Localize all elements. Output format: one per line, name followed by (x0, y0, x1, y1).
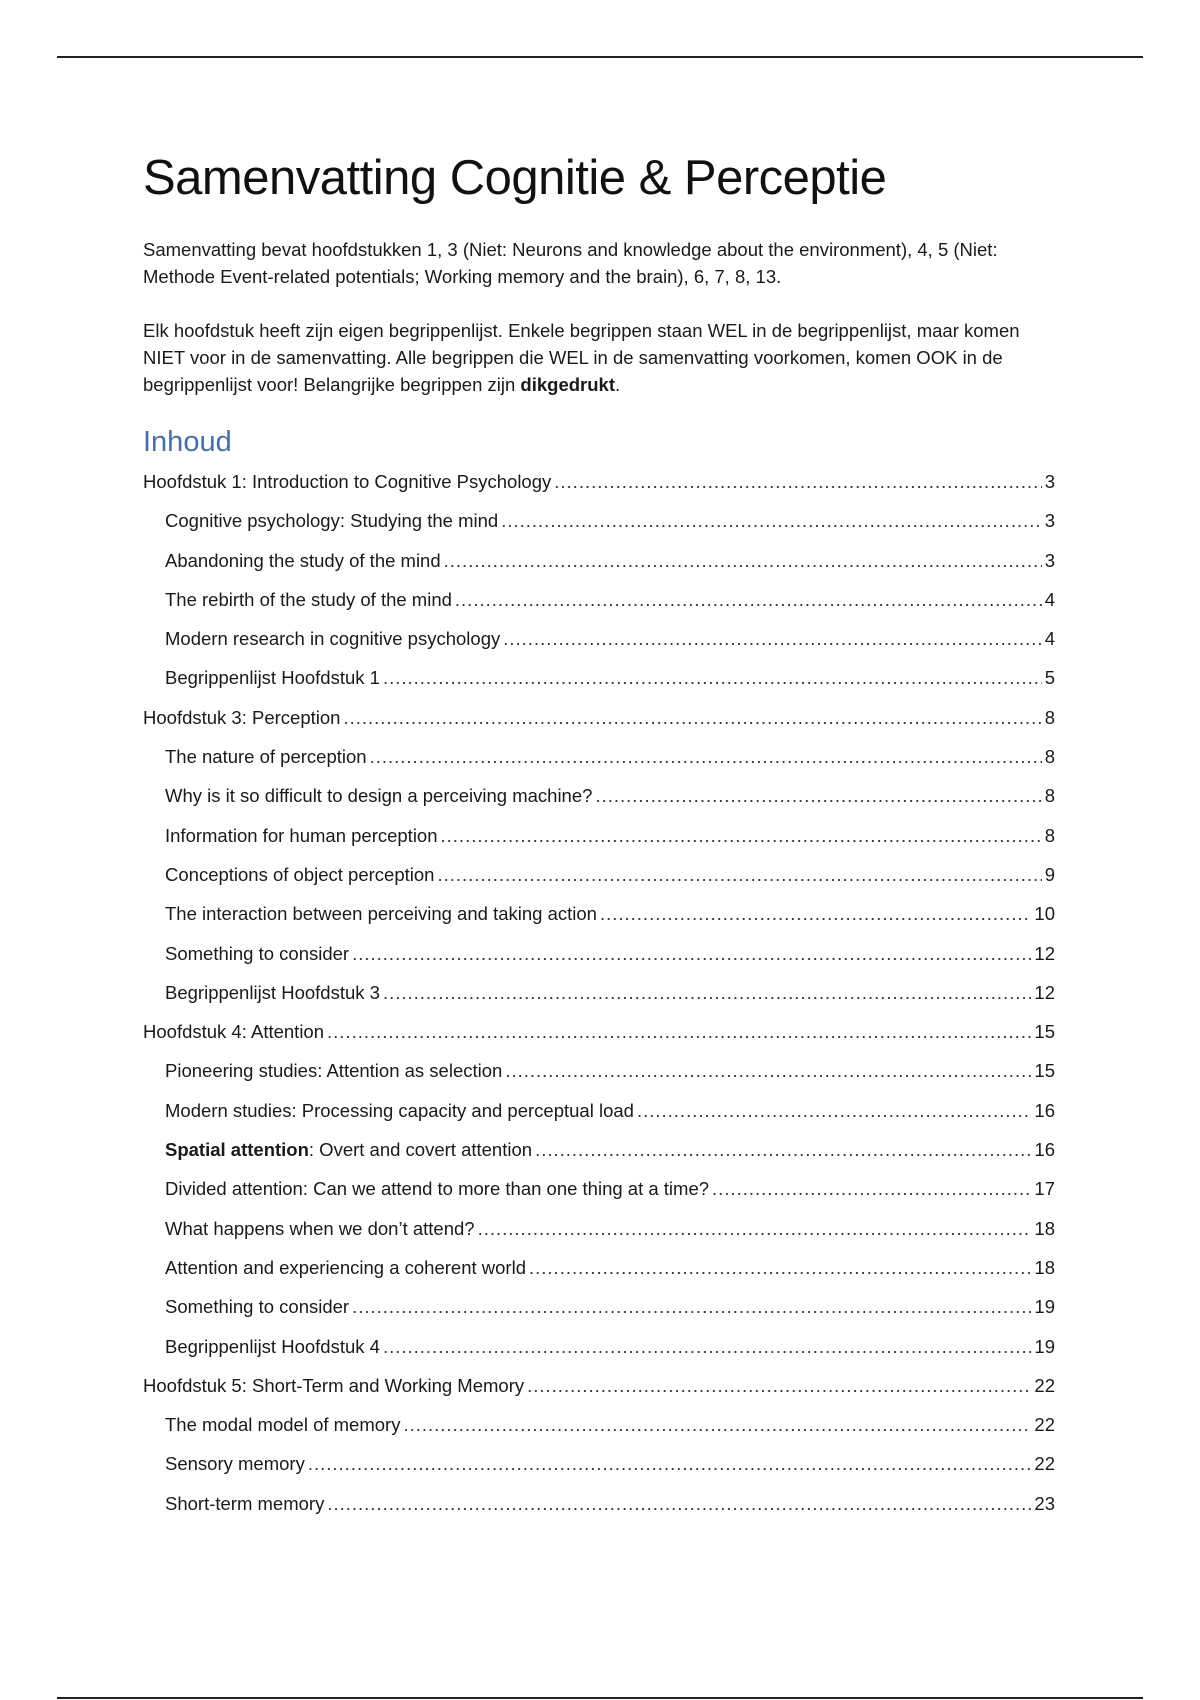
toc-page-number: 22 (1034, 1374, 1055, 1396)
toc-entry-title-text: Hoofdstuk 3: Perception (143, 706, 341, 728)
toc-page-number: 9 (1044, 863, 1055, 885)
toc-entry-title (165, 776, 592, 815)
toc-section-entry[interactable] (143, 973, 1055, 1012)
toc-dot-leader (444, 541, 1042, 580)
toc-dot-leader (327, 1484, 1031, 1523)
toc-entry-title-text: Information for human perception (165, 824, 438, 846)
toc-dot-leader (308, 1444, 1032, 1483)
toc-page-number: 3 (1044, 471, 1055, 492)
toc-entry-title-text: Hoofdstuk 1: Introduction to Cognitive Psychology (143, 471, 552, 492)
toc-entry-title (165, 1287, 349, 1326)
toc-page-number: 15 (1034, 1060, 1055, 1082)
toc-section-entry[interactable] (143, 776, 1055, 815)
toc-entry-title-text: Conceptions of object perception (165, 863, 435, 885)
toc-dot-leader (712, 1169, 1031, 1208)
footer-rule (57, 1697, 1143, 1699)
intro-paragraph-2 (143, 317, 1055, 398)
toc-entry-title-text: The rebirth of the study of the mind (165, 588, 452, 610)
toc-entry-title (143, 462, 551, 501)
toc-entry-title (165, 737, 367, 776)
toc-dot-leader (403, 1405, 1031, 1444)
toc-entry-title (143, 698, 340, 737)
toc-entry-title-text: Begrippenlijst Hoofdstuk 3 (165, 981, 380, 1003)
toc-section-entry[interactable] (143, 816, 1055, 855)
toc-page-number: 22 (1034, 1453, 1055, 1475)
toc-entry-title-text: Something to consider (165, 1296, 350, 1318)
toc-page-number: 4 (1044, 588, 1055, 610)
toc-section-entry[interactable] (143, 1327, 1055, 1366)
toc-entry-title-text: Short-term memory (165, 1492, 325, 1514)
toc-entry-title-text: What happens when we don’t attend? (165, 1217, 475, 1239)
toc-dot-leader (527, 1366, 1031, 1405)
toc-page-number: 18 (1034, 1217, 1055, 1239)
toc-entry-title-text: Cognitive psychology: Studying the mind (165, 510, 499, 532)
toc-page-number: 19 (1034, 1335, 1055, 1357)
toc-entry-title-text: Sensory memory (165, 1453, 305, 1475)
toc-chapter-entry[interactable] (143, 1366, 1055, 1405)
toc-entry-title-bold: Spatial attention (165, 1139, 309, 1161)
toc-entry-title (165, 973, 380, 1012)
toc-entry-title (165, 934, 349, 973)
toc-dot-leader (370, 737, 1042, 776)
toc-entry-title-text: Something to consider (165, 942, 350, 964)
toc-entry-title-text: Abandoning the study of the mind (165, 549, 441, 571)
toc-entry-title-text: Hoofdstuk 4: Attention (143, 1021, 325, 1043)
toc-dot-leader (501, 501, 1042, 540)
toc-section-entry[interactable] (143, 619, 1055, 658)
toc-section-entry[interactable] (143, 541, 1055, 580)
toc-page-number: 4 (1044, 628, 1055, 650)
toc-entry-title (165, 541, 441, 580)
toc-entry-title-text: Begrippenlijst Hoofdstuk 4 (165, 1335, 380, 1357)
toc-dot-leader (600, 894, 1031, 933)
toc-page-number: 23 (1034, 1492, 1055, 1514)
toc-dot-leader (441, 816, 1042, 855)
toc-entry-title-text: Begrippenlijst Hoofdstuk 1 (165, 667, 380, 689)
toc-section-entry[interactable] (143, 1091, 1055, 1130)
toc-entry-title-text: Hoofdstuk 5: Short-Term and Working Memory (143, 1374, 525, 1396)
toc-dot-leader (352, 1287, 1031, 1326)
toc-section-entry[interactable] (143, 1444, 1055, 1483)
toc-page-number: 22 (1034, 1414, 1055, 1436)
toc-page-number: 15 (1034, 1021, 1055, 1043)
toc-page-number: 8 (1044, 824, 1055, 846)
toc-entry-title (165, 1091, 634, 1130)
toc-dot-leader (327, 1012, 1031, 1051)
toc-entry-title (165, 894, 597, 933)
toc-page-number: 10 (1034, 903, 1055, 925)
toc-page-number: 19 (1034, 1296, 1055, 1318)
toc-entry-title (165, 1444, 305, 1483)
toc-dot-leader (505, 1051, 1031, 1090)
toc-page-number: 12 (1034, 942, 1055, 964)
toc-page-number: 12 (1034, 981, 1055, 1003)
toc-section-entry[interactable] (143, 1051, 1055, 1090)
toc-entry-title (165, 1130, 532, 1169)
toc-dot-leader (478, 1209, 1032, 1248)
toc-section-entry[interactable] (143, 580, 1055, 619)
toc-dot-leader (352, 934, 1031, 973)
toc-entry-title (165, 501, 498, 540)
toc-entry-title (165, 580, 452, 619)
toc-dot-leader (529, 1248, 1031, 1287)
toc-entry-title-text: Modern research in cognitive psychology (165, 628, 501, 650)
toc-dot-leader (437, 855, 1041, 894)
intro-paragraph-2-text: Elk hoofdstuk heeft zijn eigen begrippenlijst. Enkele begrippen staan WEL in de begrippenlijst, maar komen NIET voor in de samenvatting. Alle begrippen die WEL in de samenvatting voorkomen, komen OOK in de begrippenlijst voor! Belangrijke begrippen zijn (143, 320, 1020, 395)
toc-entry-title (143, 1366, 524, 1405)
toc-entry-title (165, 1248, 526, 1287)
toc-entry-title (165, 1405, 400, 1444)
toc-chapter-entry[interactable] (143, 462, 1055, 501)
toc-page-number: 16 (1034, 1139, 1055, 1161)
toc-entry-title (165, 855, 434, 894)
toc-entry-title-text: Why is it so difficult to design a perceiving machine? (165, 785, 593, 807)
toc-page-number: 8 (1044, 706, 1055, 728)
intro-bold-term: dikgedrukt (520, 374, 615, 395)
toc-dot-leader (554, 462, 1041, 501)
toc-heading: Inhoud (143, 426, 232, 458)
toc-section-entry[interactable] (143, 855, 1055, 894)
toc-dot-leader (637, 1091, 1031, 1130)
toc-entry-title (165, 1209, 475, 1248)
toc-section-entry[interactable] (143, 1484, 1055, 1523)
toc-entry-title-text: The nature of perception (165, 746, 367, 768)
toc-page-number: 17 (1034, 1178, 1055, 1200)
toc-dot-leader (503, 619, 1041, 658)
toc-entry-title-text: The interaction between perceiving and taking action (165, 903, 597, 925)
toc-dot-leader (595, 776, 1041, 815)
toc-section-entry[interactable] (143, 737, 1055, 776)
toc-page-number: 8 (1044, 785, 1055, 807)
toc-dot-leader (455, 580, 1042, 619)
toc-dot-leader (383, 1327, 1031, 1366)
toc-entry-title (165, 816, 438, 855)
toc-entry-title (165, 658, 380, 697)
toc-entry-title-text: Divided attention: Can we attend to more than one thing at a time? (165, 1178, 710, 1200)
toc-section-entry[interactable] (143, 1248, 1055, 1287)
toc-entry-title (165, 1169, 709, 1208)
toc-entry-title (165, 619, 500, 658)
toc-chapter-entry[interactable] (143, 1012, 1055, 1051)
toc-entry-title (165, 1484, 324, 1523)
intro-paragraph-2-end: . (615, 374, 621, 395)
toc-page-number: 3 (1044, 510, 1055, 532)
table-of-contents (143, 462, 1055, 1523)
toc-entry-title-text: Pioneering studies: Attention as selection (165, 1060, 503, 1082)
toc-dot-leader (383, 973, 1031, 1012)
toc-dot-leader (535, 1130, 1031, 1169)
toc-section-entry[interactable] (143, 1169, 1055, 1208)
toc-page-number: 18 (1034, 1256, 1055, 1278)
intro-paragraph-1: Samenvatting bevat hoofdstukken 1, 3 (Niet: Neurons and knowledge about the environment), 4, 5 (Niet: Methode Event-related potentials; Working memory and the brain), 6, 7, 8, 13. (143, 239, 998, 287)
toc-section-entry[interactable] (143, 934, 1055, 973)
document-page (143, 148, 1055, 1523)
toc-chapter-entry[interactable] (143, 698, 1055, 737)
toc-entry-title (143, 1012, 324, 1051)
toc-section-entry[interactable] (143, 1209, 1055, 1248)
toc-section-entry[interactable] (143, 658, 1055, 697)
toc-entry-title (165, 1051, 502, 1090)
toc-page-number: 16 (1034, 1099, 1055, 1121)
toc-section-entry[interactable] (143, 894, 1055, 933)
toc-entry-title-text: Attention and experiencing a coherent world (165, 1256, 526, 1278)
toc-section-entry[interactable] (143, 501, 1055, 540)
toc-entry-title-text: : Overt and covert attention (308, 1139, 533, 1161)
toc-dot-leader (343, 698, 1041, 737)
header-rule (57, 56, 1143, 58)
toc-page-number: 3 (1044, 549, 1055, 571)
toc-section-entry[interactable] (143, 1287, 1055, 1326)
toc-page-number: 5 (1044, 667, 1055, 689)
toc-section-entry[interactable] (143, 1405, 1055, 1444)
toc-dot-leader (383, 658, 1042, 697)
document-title: Samenvatting Cognitie & Perceptie (143, 151, 887, 205)
toc-entry-title-text: The modal model of memory (165, 1414, 401, 1436)
toc-section-entry[interactable] (143, 1130, 1055, 1169)
toc-entry-title-text: Modern studies: Processing capacity and perceptual load (165, 1099, 634, 1121)
toc-entry-title (165, 1327, 380, 1366)
toc-page-number: 8 (1044, 746, 1055, 768)
